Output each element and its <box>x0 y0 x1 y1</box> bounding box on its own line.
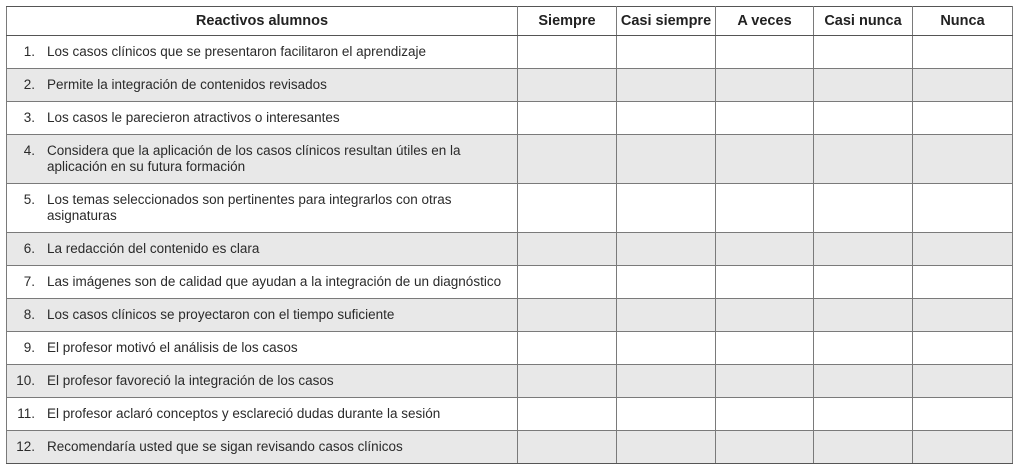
response-cell-casi-siempre[interactable] <box>617 332 716 365</box>
response-cell-casi-siempre[interactable] <box>617 233 716 266</box>
response-cell-casi-nunca[interactable] <box>814 233 913 266</box>
table-row <box>7 102 1013 135</box>
response-cell-casi-siempre[interactable] <box>617 36 716 69</box>
response-cell-casi-nunca[interactable] <box>814 266 913 299</box>
response-cell-casi-siempre[interactable] <box>617 135 716 184</box>
response-cell-siempre[interactable] <box>518 102 617 135</box>
response-cell-casi-nunca[interactable] <box>814 102 913 135</box>
item-cell <box>7 69 518 102</box>
item-text: Los casos clínicos que se presentaron facilitaron el aprendizaje <box>47 44 426 59</box>
response-cell-casi-nunca[interactable] <box>814 365 913 398</box>
response-cell-nunca[interactable] <box>913 135 1013 184</box>
item-text: Los temas seleccionados son pertinentes para integrarlos con otras asignaturas <box>47 192 452 223</box>
item-text: Considera que la aplicación de los casos clínicos resultan útiles en la aplicación en su futura formación <box>47 143 461 174</box>
item-content <box>7 340 511 356</box>
table-row <box>7 299 1013 332</box>
header-siempre: Siempre <box>518 7 617 36</box>
response-cell-a-veces[interactable] <box>716 36 814 69</box>
item-cell <box>7 299 518 332</box>
item-text: Los casos clínicos se proyectaron con el tiempo suficiente <box>47 307 395 322</box>
table-row <box>7 398 1013 431</box>
item-content <box>7 406 511 422</box>
item-content <box>7 274 511 290</box>
item-number: 10. <box>16 373 35 388</box>
response-cell-a-veces[interactable] <box>716 135 814 184</box>
response-cell-a-veces[interactable] <box>716 266 814 299</box>
item-number: 6. <box>23 241 35 256</box>
item-content <box>7 192 511 224</box>
header-casi-siempre: Casi siempre <box>617 7 716 36</box>
item-content <box>7 44 511 60</box>
header-casi-nunca: Casi nunca <box>814 7 913 36</box>
item-number: 12. <box>16 439 35 454</box>
response-cell-siempre[interactable] <box>518 332 617 365</box>
header-nunca: Nunca <box>913 7 1013 36</box>
item-number: 8. <box>23 307 35 322</box>
response-cell-nunca[interactable] <box>913 102 1013 135</box>
response-cell-casi-siempre[interactable] <box>617 69 716 102</box>
item-content <box>7 373 511 389</box>
item-text: Permite la integración de contenidos revisados <box>47 77 327 92</box>
response-cell-a-veces[interactable] <box>716 431 814 464</box>
item-text: Los casos le parecieron atractivos o interesantes <box>47 110 340 125</box>
item-cell <box>7 398 518 431</box>
response-cell-a-veces[interactable] <box>716 69 814 102</box>
response-cell-siempre[interactable] <box>518 233 617 266</box>
table-row <box>7 365 1013 398</box>
header-a-veces: A veces <box>716 7 814 36</box>
table-row <box>7 36 1013 69</box>
item-number: 11. <box>17 406 35 421</box>
response-cell-casi-siempre[interactable] <box>617 266 716 299</box>
response-cell-a-veces[interactable] <box>716 299 814 332</box>
response-cell-casi-siempre[interactable] <box>617 398 716 431</box>
table-row <box>7 332 1013 365</box>
response-cell-siempre[interactable] <box>518 398 617 431</box>
response-cell-siempre[interactable] <box>518 135 617 184</box>
response-cell-casi-nunca[interactable] <box>814 431 913 464</box>
survey-table-container <box>6 6 1012 464</box>
response-cell-nunca[interactable] <box>913 266 1013 299</box>
item-cell <box>7 184 518 233</box>
item-text: El profesor aclaró conceptos y esclareció dudas durante la sesión <box>47 406 441 421</box>
item-number: 1. <box>23 44 35 59</box>
response-cell-a-veces[interactable] <box>716 233 814 266</box>
response-cell-siempre[interactable] <box>518 299 617 332</box>
response-cell-nunca[interactable] <box>913 365 1013 398</box>
item-cell <box>7 135 518 184</box>
item-cell <box>7 266 518 299</box>
response-cell-siempre[interactable] <box>518 36 617 69</box>
response-cell-nunca[interactable] <box>913 36 1013 69</box>
header-item: Reactivos alumnos <box>7 7 518 36</box>
item-number: 5. <box>23 192 35 207</box>
response-cell-a-veces[interactable] <box>716 365 814 398</box>
item-text: Las imágenes son de calidad que ayudan a la integración de un diagnóstico <box>47 274 502 289</box>
response-cell-siempre[interactable] <box>518 431 617 464</box>
item-text: Recomendaría usted que se sigan revisando casos clínicos <box>47 439 403 454</box>
response-cell-siempre[interactable] <box>518 69 617 102</box>
response-cell-casi-nunca[interactable] <box>814 398 913 431</box>
item-content <box>7 77 511 93</box>
item-content <box>7 143 511 175</box>
item-cell <box>7 365 518 398</box>
response-cell-casi-nunca[interactable] <box>814 36 913 69</box>
table-row <box>7 69 1013 102</box>
item-cell <box>7 36 518 69</box>
item-content <box>7 439 511 455</box>
item-number: 9. <box>23 340 35 355</box>
response-cell-casi-siempre[interactable] <box>617 299 716 332</box>
response-cell-nunca[interactable] <box>913 299 1013 332</box>
response-cell-casi-nunca[interactable] <box>814 332 913 365</box>
response-cell-nunca[interactable] <box>913 398 1013 431</box>
response-cell-a-veces[interactable] <box>716 398 814 431</box>
response-cell-a-veces[interactable] <box>716 102 814 135</box>
item-number: 2. <box>23 77 35 92</box>
response-cell-nunca[interactable] <box>913 332 1013 365</box>
survey-table <box>6 6 1013 464</box>
table-row <box>7 431 1013 464</box>
item-content <box>7 241 511 257</box>
item-cell <box>7 233 518 266</box>
response-cell-nunca[interactable] <box>913 233 1013 266</box>
response-cell-casi-nunca[interactable] <box>814 299 913 332</box>
item-number: 3. <box>23 110 35 125</box>
response-cell-nunca[interactable] <box>913 184 1013 233</box>
item-cell <box>7 332 518 365</box>
item-cell <box>7 431 518 464</box>
response-cell-siempre[interactable] <box>518 266 617 299</box>
item-content <box>7 110 511 126</box>
response-cell-casi-siempre[interactable] <box>617 365 716 398</box>
item-text: El profesor favoreció la integración de los casos <box>47 373 334 388</box>
table-row <box>7 266 1013 299</box>
item-text: La redacción del contenido es clara <box>47 241 260 256</box>
table-row <box>7 135 1013 184</box>
header-row <box>7 7 1013 36</box>
response-cell-casi-siempre[interactable] <box>617 184 716 233</box>
response-cell-a-veces[interactable] <box>716 332 814 365</box>
item-text: El profesor motivó el análisis de los casos <box>47 340 298 355</box>
response-cell-siempre[interactable] <box>518 365 617 398</box>
response-cell-casi-nunca[interactable] <box>814 184 913 233</box>
response-cell-siempre[interactable] <box>518 184 617 233</box>
response-cell-a-veces[interactable] <box>716 184 814 233</box>
item-number: 4. <box>23 143 35 158</box>
table-row <box>7 233 1013 266</box>
item-number: 7. <box>23 274 35 289</box>
response-cell-casi-nunca[interactable] <box>814 69 913 102</box>
table-row <box>7 184 1013 233</box>
response-cell-nunca[interactable] <box>913 431 1013 464</box>
item-content <box>7 307 511 323</box>
response-cell-casi-siempre[interactable] <box>617 431 716 464</box>
item-cell <box>7 102 518 135</box>
response-cell-nunca[interactable] <box>913 69 1013 102</box>
response-cell-casi-siempre[interactable] <box>617 102 716 135</box>
response-cell-casi-nunca[interactable] <box>814 135 913 184</box>
